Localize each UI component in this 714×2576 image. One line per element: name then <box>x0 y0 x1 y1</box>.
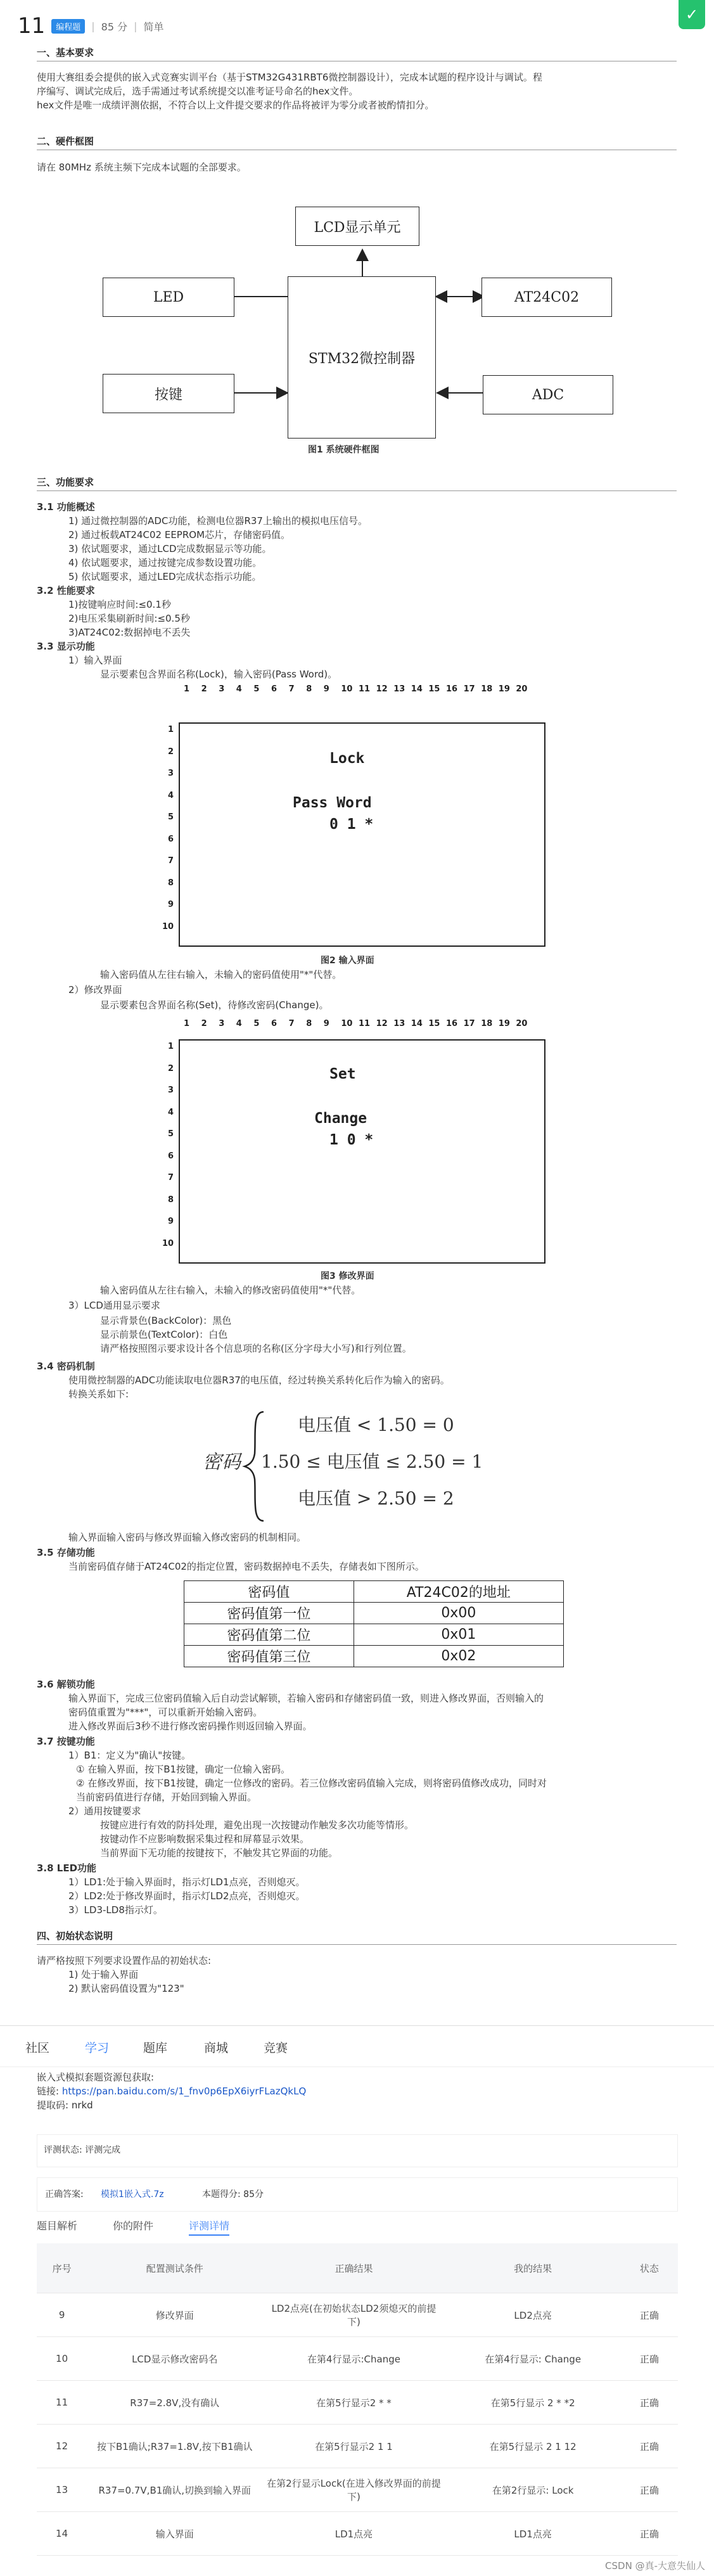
row-number: 9 <box>167 1217 174 1226</box>
k2c: 当前界面下无功能的按键按下，不触发其它界面的功能。 <box>100 1847 338 1859</box>
mcu-block: STM32微控制器 <box>288 276 436 439</box>
eq-line-2: 1.50 ≤ 电压值 ≤ 2.50 = 1 <box>261 1451 483 1472</box>
table-cell: 正确 <box>621 2337 678 2381</box>
p1: 1)按键响应时间:≤0.1秒 <box>68 599 171 610</box>
row-number: 9 <box>167 900 174 909</box>
tab-eval-details[interactable]: 评测详情 <box>189 2220 230 2232</box>
table-cell: LCD显示修改密码名 <box>87 2337 262 2381</box>
col-number: 13 <box>393 684 405 694</box>
col-number: 19 <box>498 684 510 694</box>
row-number: 3 <box>167 769 174 778</box>
p3: 3)AT24C02:数据掉电不丢失 <box>68 627 191 638</box>
table-cell: 正确 <box>621 2468 678 2512</box>
led1: 1）LD1:处于输入界面时，指示灯LD1点亮，否则熄灭。 <box>68 1876 305 1888</box>
storage-header-2: AT24C02的地址 <box>354 1581 563 1603</box>
col-number: 8 <box>306 1019 312 1028</box>
eval-status-card <box>37 2134 678 2167</box>
table-cell: 密码值第三位 <box>184 1646 354 1667</box>
table-cell: 正确 <box>621 2293 678 2337</box>
table-cell: LD1点亮 <box>262 2512 445 2556</box>
u1: 输入界面下，完成三位密码值输入后自动尝试解锁，若输入密码和存储密码值一致，则进入修改界面，否则输入的 <box>68 1693 544 1704</box>
resource-link-label: 链接: <box>37 2086 62 2097</box>
table-cell: 在第4行显示:Change <box>262 2337 445 2381</box>
set-change-label: Change <box>314 1110 367 1127</box>
nav-learn[interactable]: 学习 <box>85 2041 110 2055</box>
k2a: 按键应进行有效的防抖处理，避免出现一次按键动作触发多次功能等情形。 <box>100 1819 414 1831</box>
table-cell: 在第4行显示: Change <box>445 2337 621 2381</box>
row-number: 5 <box>167 1129 174 1139</box>
table-row <box>37 2512 678 2556</box>
col-number: 7 <box>288 1019 295 1028</box>
init-1: 1) 处于输入界面 <box>68 1969 139 1980</box>
row-number: 1 <box>167 725 174 734</box>
section-init-title: 四、初始状态说明 <box>37 1930 113 1942</box>
k2b: 按键动作不应影响数据采集过程和屏幕显示效果。 <box>100 1833 310 1845</box>
set-title: Set <box>329 1066 356 1082</box>
table-cell: 在第2行显示Lock(在进入修改界面的前提下) <box>262 2468 445 2512</box>
answer-card <box>37 2177 678 2212</box>
cap2-note: 输入密码值从左往右输入，未输入的密码值使用"*"代替。 <box>100 969 342 980</box>
d3c: 请严格按照图示要求设计各个信息项的名称(区分字母大小写)和行列位置。 <box>100 1343 412 1354</box>
m3: 输入界面输入密码与修改界面输入修改密码的机制相同。 <box>68 1532 307 1543</box>
col-number: 15 <box>428 684 440 694</box>
table-cell: 13 <box>37 2468 87 2512</box>
table-cell: 在第5行显示 2 * *2 <box>445 2381 621 2425</box>
tab-attachments[interactable]: 你的附件 <box>113 2220 154 2232</box>
led3: 3）LD3-LD8指示灯。 <box>68 1904 163 1916</box>
led2: 2）LD2:处于修改界面时，指示灯LD2点亮，否则熄灭。 <box>68 1890 305 1902</box>
u3: 进入修改界面后3秒不进行修改密码操作则返回输入界面。 <box>68 1721 312 1732</box>
h31: 3.1 功能概述 <box>37 501 95 513</box>
h32: 3.2 性能要求 <box>37 585 95 596</box>
col-number: 14 <box>411 684 423 694</box>
watermark: CSDN @真-大意失仙人 <box>605 2560 705 2572</box>
col-index: 序号 <box>37 2243 87 2293</box>
table-cell: R37=2.8V,没有确认 <box>87 2381 262 2425</box>
col-number: 1 <box>184 684 190 694</box>
table-cell: 密码值第二位 <box>184 1624 354 1646</box>
col-number: 16 <box>446 684 458 694</box>
lock-password-label: Pass Word <box>293 795 372 811</box>
col-number: 14 <box>411 1019 423 1028</box>
row-number: 6 <box>167 834 174 844</box>
col-number: 19 <box>498 1019 510 1028</box>
col-number: 16 <box>446 1019 458 1028</box>
eq-line-3: 电压值 > 2.50 = 2 <box>298 1488 454 1509</box>
h33: 3.3 显示功能 <box>37 641 95 652</box>
m2: 转换关系如下: <box>68 1388 129 1400</box>
led-block: LED <box>103 278 234 317</box>
d3a: 显示背景色(BackColor)：黑色 <box>100 1315 232 1326</box>
resource-code: 提取码: nrkd <box>37 2099 93 2111</box>
col-number: 4 <box>236 1019 242 1028</box>
table-cell: 0x00 <box>354 1603 563 1624</box>
col-number: 10 <box>341 684 353 694</box>
st1: 当前密码值存储于AT24C02的指定位置，密码数据掉电不丢失，存储表如下图所示。 <box>68 1561 424 1572</box>
k2: 2）通用按键要求 <box>68 1805 141 1817</box>
col-number: 3 <box>219 684 225 694</box>
row-number: 6 <box>167 1151 174 1161</box>
answer-label: 正确答案: <box>45 2189 84 2200</box>
p2: 2)电压采集刷新时间:≤0.5秒 <box>68 613 190 624</box>
nav-contest[interactable]: 竞赛 <box>264 2041 288 2055</box>
table-cell: 在第5行显示2 1 1 <box>262 2425 445 2468</box>
table-row <box>37 2468 678 2512</box>
col-number: 9 <box>323 1019 329 1028</box>
f3: 3) 依试题要求，通过LCD完成数据显示等功能。 <box>68 543 272 554</box>
question-number: 11 <box>18 13 46 39</box>
col-number: 7 <box>288 684 295 694</box>
lock-password-value: 0 1 * <box>329 816 374 833</box>
cap3-note: 输入密码值从左往右输入，未输入的修改密码值使用"*"代替。 <box>100 1285 361 1296</box>
f5: 5) 依试题要求，通过LED完成状态指示功能。 <box>68 571 262 582</box>
nav-question-bank[interactable]: 题库 <box>143 2041 168 2055</box>
table-cell: 12 <box>37 2425 87 2468</box>
col-number: 17 <box>463 684 475 694</box>
table-row <box>37 2425 678 2468</box>
col-number: 10 <box>341 1019 353 1028</box>
col-number: 17 <box>463 1019 475 1028</box>
question-header: 11 编程题 | 85 分 | 简单 <box>18 13 164 39</box>
set-screen <box>179 1039 545 1264</box>
table-cell: 10 <box>37 2337 87 2381</box>
table-cell: 密码值第一位 <box>184 1603 354 1624</box>
hardware-intro: 请在 80MHz 系统主频下完成本试题的全部要求。 <box>37 162 246 173</box>
col-number: 6 <box>271 1019 277 1028</box>
resource-intro: 嵌入式模拟套题资源包获取: <box>37 2072 155 2083</box>
answer-file-link[interactable]: 模拟1嵌入式.7z <box>101 2189 164 2200</box>
table-cell: R37=0.7V,B1确认,切换到输入界面 <box>87 2468 262 2512</box>
table-cell: LD1点亮 <box>445 2512 621 2556</box>
table-cell: 正确 <box>621 2512 678 2556</box>
table-row <box>37 2381 678 2425</box>
col-mine: 我的结果 <box>445 2243 621 2293</box>
basic-line-3: hex文件是唯一成绩评测依据，不符合以上文件提交要求的作品将被评为零分或者被酌情扣分。 <box>37 99 435 111</box>
tab-analysis[interactable]: 题目解析 <box>37 2220 78 2232</box>
eq-line-1: 电压值 < 1.50 = 0 <box>298 1414 454 1435</box>
row-number: 2 <box>167 747 174 757</box>
h37: 3.7 按键功能 <box>37 1736 95 1747</box>
at24c02-block: AT24C02 <box>481 278 612 317</box>
col-number: 18 <box>481 1019 493 1028</box>
results-table <box>37 2243 678 2556</box>
col-number: 8 <box>306 684 312 694</box>
col-number: 20 <box>516 684 528 694</box>
col-number: 12 <box>376 1019 388 1028</box>
init-2: 2) 默认密码值设置为"123" <box>68 1983 184 1994</box>
row-number: 10 <box>162 921 174 932</box>
table-row <box>184 1646 564 1667</box>
table-cell: 修改界面 <box>87 2293 262 2337</box>
section-hardware-title: 二、硬件框图 <box>37 136 94 147</box>
col-number: 12 <box>376 684 388 694</box>
table-cell: 按下B1确认;R37=1.8V,按下B1确认 <box>87 2425 262 2468</box>
col-number: 3 <box>219 1019 225 1028</box>
col-number: 2 <box>201 1019 207 1028</box>
tab-underline <box>189 2234 229 2236</box>
k1a: ① 在输入界面，按下B1按键，确定一位输入密码。 <box>76 1764 291 1775</box>
score-earned: 本题得分: 85分 <box>202 2189 264 2200</box>
col-number: 13 <box>393 1019 405 1028</box>
lock-title: Lock <box>329 750 365 767</box>
h38: 3.8 LED功能 <box>37 1862 97 1874</box>
col-status: 状态 <box>621 2243 678 2293</box>
storage-header-1: 密码值 <box>184 1581 354 1603</box>
adc-block: ADC <box>483 375 613 414</box>
k1: 1）B1：定义为"确认"按键。 <box>68 1750 191 1761</box>
f1: 1) 通过微控制器的ADC功能，检测电位器R37上输出的模拟电压信号。 <box>68 515 367 527</box>
table-row <box>184 1624 564 1646</box>
table-cell: 0x01 <box>354 1624 563 1646</box>
u2: 密码值重置为"***"，可以重新开始输入密码。 <box>68 1707 263 1718</box>
d1a: 显示要素包含界面名称(Lock)，输入密码(Pass Word)。 <box>100 669 338 680</box>
row-number: 8 <box>167 1195 174 1205</box>
row-number: 7 <box>167 856 174 866</box>
row-number: 2 <box>167 1063 174 1073</box>
row-number: 4 <box>167 1107 174 1117</box>
d1: 1）输入界面 <box>68 655 122 666</box>
type-badge: 编程题 <box>51 19 85 34</box>
col-number: 6 <box>271 684 277 694</box>
col-number: 4 <box>236 684 242 694</box>
col-number: 1 <box>184 1019 190 1028</box>
d2a: 显示要素包含界面名称(Set)，待修改密码(Change)。 <box>100 999 329 1011</box>
basic-line-1: 使用大赛组委会提供的嵌入式竞赛实训平台（基于STM32G431RBT6微控制器设计），完成本试题的程序设计与调试。程 <box>37 72 542 83</box>
table-cell: 在第2行显示: Lock <box>445 2468 621 2512</box>
difficulty-label: 简单 <box>143 20 164 33</box>
table-cell: 9 <box>37 2293 87 2337</box>
eval-status: 评测状态: 评测完成 <box>44 2145 121 2155</box>
row-number: 7 <box>167 1173 174 1182</box>
lcd-block: LCD显示单元 <box>295 207 419 246</box>
k1b: ② 在修改界面，按下B1按键，确定一位修改的密码。若三位修改密码值输入完成，则将密码值修改成功，同时对 <box>76 1778 547 1789</box>
d3: 3）LCD通用显示要求 <box>68 1300 160 1311</box>
col-number: 9 <box>323 684 329 694</box>
table-cell: 正确 <box>621 2381 678 2425</box>
table-row <box>184 1603 564 1624</box>
f2: 2) 通过板载AT24C02 EEPROM芯片，存储密码值。 <box>68 529 291 541</box>
nav-mall[interactable]: 商城 <box>204 2041 229 2055</box>
table-row <box>37 2293 678 2337</box>
check-icon: ✓ <box>679 0 705 29</box>
col-number: 5 <box>253 684 260 694</box>
h34: 3.4 密码机制 <box>37 1361 95 1372</box>
table-cell: 11 <box>37 2381 87 2425</box>
col-number: 11 <box>359 684 371 694</box>
d3b: 显示前景色(TextColor)：白色 <box>100 1329 228 1340</box>
section-function-title: 三、功能要求 <box>37 477 94 488</box>
resource-link-line <box>37 2085 306 2098</box>
set-change-value: 1 0 * <box>329 1132 374 1148</box>
row-number: 4 <box>167 790 174 800</box>
table-cell: 在第5行显示 2 1 12 <box>445 2425 621 2468</box>
row-number: 8 <box>167 878 174 888</box>
col-number: 11 <box>359 1019 371 1028</box>
bottom-nav <box>0 2025 714 2067</box>
f4: 4) 依试题要求，通过按键完成参数设置功能。 <box>68 557 262 568</box>
figure1-caption: 图1 系统硬件框图 <box>308 445 379 455</box>
h36: 3.6 解锁功能 <box>37 1679 95 1690</box>
nav-community[interactable]: 社区 <box>25 2041 50 2055</box>
col-number: 20 <box>516 1019 528 1028</box>
m1: 使用微控制器的ADC功能读取电位器R37的电压值，经过转换关系转化后作为输入的密码。 <box>68 1375 450 1386</box>
resource-link[interactable]: https://pan.baidu.com/s/1_fnv0p6EpX6iyrFLazQkLQ <box>61 2086 307 2097</box>
col-number: 5 <box>253 1019 260 1028</box>
col-number: 15 <box>428 1019 440 1028</box>
key-block: 按键 <box>103 374 234 413</box>
d2: 2）修改界面 <box>68 984 122 996</box>
row-number: 3 <box>167 1086 174 1095</box>
table-row <box>37 2337 678 2381</box>
figure2-caption: 图2 输入界面 <box>321 956 374 966</box>
score-label: 85 分 <box>101 20 128 33</box>
col-number: 2 <box>201 684 207 694</box>
row-number: 5 <box>167 812 174 822</box>
basic-line-2: 序编写、调试完成后，选手需通过考试系统提交以准考证号命名的hex文件。 <box>37 86 359 97</box>
storage-table <box>184 1580 564 1667</box>
table-cell: 输入界面 <box>87 2512 262 2556</box>
col-number: 18 <box>481 684 493 694</box>
table-cell: 正确 <box>621 2425 678 2468</box>
col-condition: 配置测试条件 <box>87 2243 262 2293</box>
table-cell: LD2点亮 <box>445 2293 621 2337</box>
figure3-caption: 图3 修改界面 <box>321 1271 374 1281</box>
row-number: 1 <box>167 1042 174 1051</box>
table-cell: 在第5行显示2 * * <box>262 2381 445 2425</box>
col-expected: 正确结果 <box>262 2243 445 2293</box>
row-number: 10 <box>162 1238 174 1248</box>
section-basic-title: 一、基本要求 <box>37 47 94 58</box>
table-cell: 14 <box>37 2512 87 2556</box>
table-cell: LD2点亮(在初始状态LD2须熄灭的前提下) <box>262 2293 445 2337</box>
k1c: 当前密码值进行存储，开始回到输入界面。 <box>76 1791 257 1803</box>
h35: 3.5 存储功能 <box>37 1547 95 1558</box>
eq-label: 密码 <box>203 1451 241 1473</box>
init-intro: 请严格按照下列要求设置作品的初始状态: <box>37 1955 212 1966</box>
table-cell: 0x02 <box>354 1646 563 1667</box>
